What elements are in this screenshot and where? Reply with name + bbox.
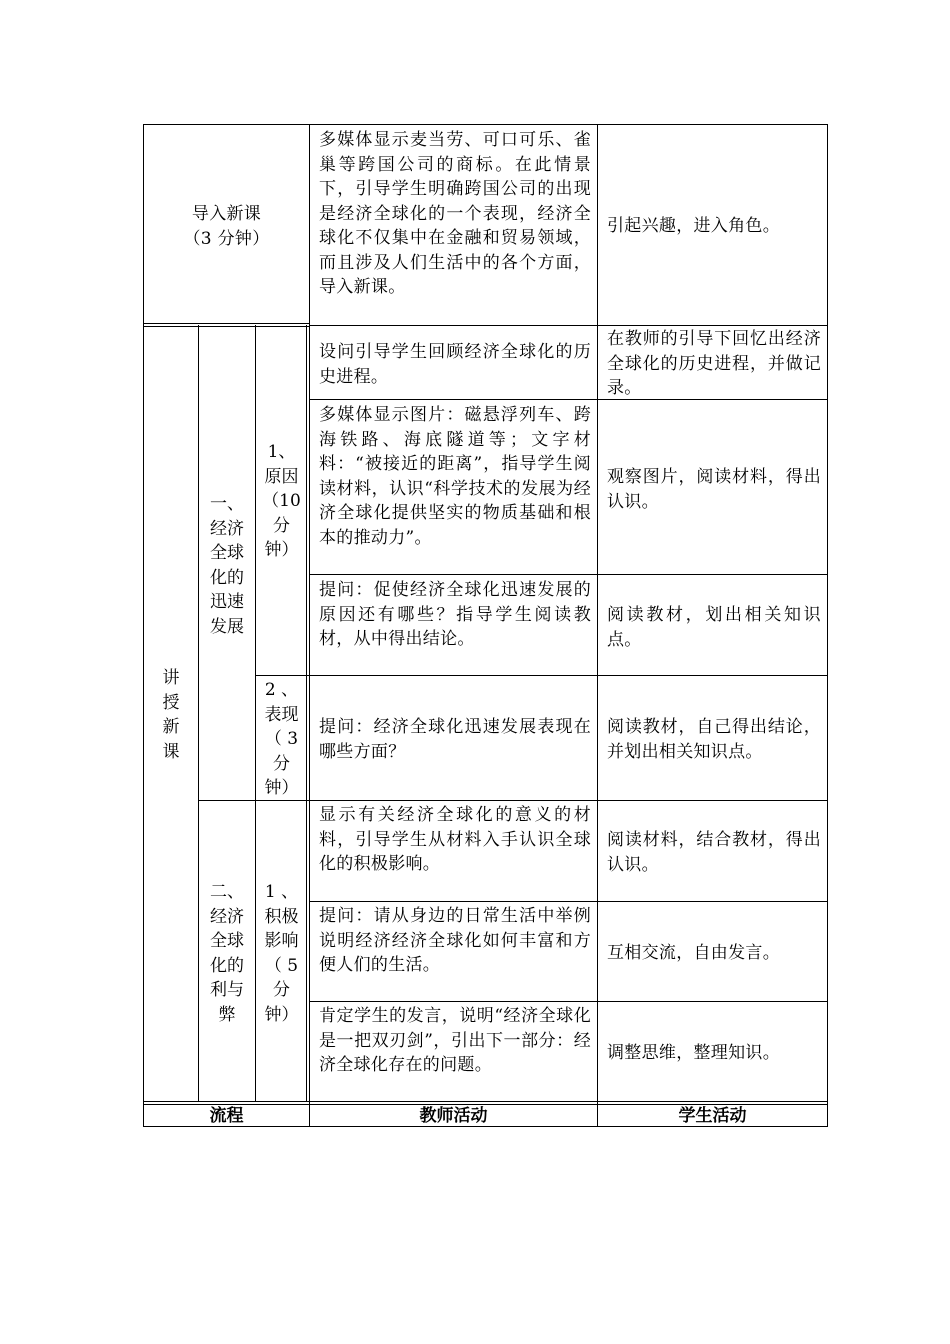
footer-teacher-header: 教师活动 <box>419 1106 488 1126</box>
section1-sub2-label: 2 、 表现 （ 3 分 钟） <box>264 680 299 798</box>
intro-student-activity: 引起兴趣，进入角色。 <box>607 216 780 236</box>
intro-stage-title: 导入新课 <box>191 204 262 224</box>
s1-row4-student: 阅读教材，自己得出结论，并划出相关知识点。 <box>607 717 821 762</box>
intro-stage-label <box>144 202 309 251</box>
s2-row1-teacher: 显示有关经济全球化的意义的材料，引导学生从材料入手认识全球化的积极影响。 <box>319 805 591 874</box>
s1-row4-teacher: 提问：经济全球化迅速发展表现在哪些方面？ <box>319 717 591 762</box>
section1-sub1-label: 1、 原因 （10 分 钟） <box>262 442 301 560</box>
intro-teacher-activity: 多媒体显示麦当劳、可口可乐、雀巢等跨国公司的商标。在此情景下，引导学生明确跨国公司的出现是经济全球化的一个表现，经济全球化不仅集中在金融和贸易领域，而且涉及人们生活中的各个方面，导入新课。 <box>319 130 591 297</box>
s2-row1-student: 阅读材料，结合教材，得出认识。 <box>607 830 821 875</box>
s2-row2-student: 互相交流，自由发言。 <box>607 943 780 963</box>
s1-row2-teacher: 多媒体显示图片：磁悬浮列车、跨海铁路、海底隧道等；文字材料：“被接近的距离”，指导学生阅读材料，认识“科学技术的发展为经济全球化提供坚实的物质基础和根本的推动力”。 <box>319 405 591 548</box>
s2-row3-student: 调整思维，整理知识。 <box>607 1043 780 1063</box>
footer-process-header: 流程 <box>209 1106 244 1126</box>
footer-student-header: 学生活动 <box>678 1106 747 1126</box>
s1-row1-student: 在教师的引导下回忆出经济全球化的历史进程，并做记录。 <box>607 329 821 398</box>
s1-row3-teacher: 提问：促使经济全球化迅速发展的原因还有哪些？指导学生阅读教材，从中得出结论。 <box>319 580 591 649</box>
s2-row3-teacher: 肯定学生的发言，说明“经济全球化是一把双刃剑”，引出下一部分：经济全球化存在的问题。 <box>319 1006 591 1075</box>
s1-row1-teacher: 设问引导学生回顾经济全球化的历史进程。 <box>319 342 591 387</box>
teach-stage-label: 讲 授 新 课 <box>162 668 180 762</box>
section2-title: 二、 经济 全球 化的 利与 弊 <box>210 882 244 1025</box>
s2-row2-teacher: 提问：请从身边的日常生活中举例说明经济经济全球化如何丰富和方便人们的生活。 <box>319 906 591 975</box>
section2-sub1-label: 1 、 积极 影响 （ 5 分 钟） <box>264 882 299 1025</box>
intro-stage-duration: （3 分钟） <box>183 228 270 249</box>
s1-row3-student: 阅读教材，划出相关知识点。 <box>607 605 821 650</box>
s1-row2-student: 观察图片，阅读材料，得出认识。 <box>607 467 821 512</box>
section1-title: 一、 经济 全球 化的 迅速 发展 <box>210 494 244 637</box>
